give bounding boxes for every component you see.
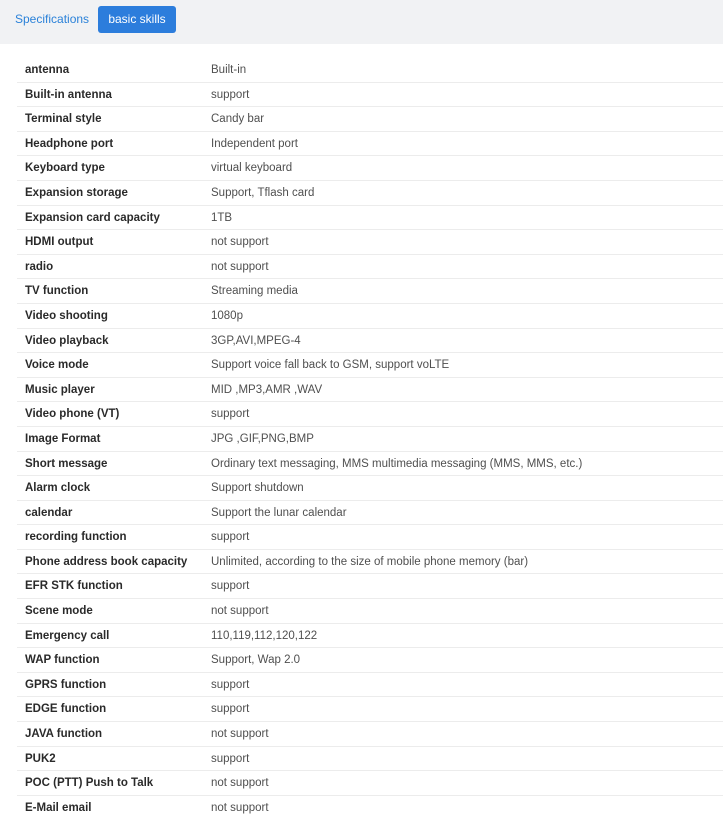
- spec-value: Support voice fall back to GSM, support voLTE: [211, 359, 450, 372]
- table-row: [17, 107, 723, 132]
- spec-value: Ordinary text messaging, MMS multimedia messaging (MMS, MMS, etc.): [211, 457, 583, 470]
- spec-key: Expansion storage: [25, 186, 128, 199]
- spec-key: Video phone (VT): [25, 408, 120, 421]
- spec-key: POC (PTT) Push to Talk: [25, 777, 154, 790]
- spec-value: MID ,MP3,AMR ,WAV: [211, 383, 323, 396]
- spec-key: Alarm clock: [25, 482, 91, 495]
- spec-key: Voice mode: [25, 359, 89, 372]
- spec-value: 1080p: [211, 309, 243, 322]
- spec-key: recording function: [25, 531, 127, 544]
- spec-value: support: [211, 703, 250, 716]
- table-row: [17, 796, 723, 820]
- spec-key: PUK2: [25, 752, 56, 765]
- table-row: [17, 722, 723, 747]
- spec-value: support: [211, 678, 250, 691]
- spec-value: support: [211, 408, 250, 421]
- table-row: [17, 279, 723, 304]
- table-row: [17, 648, 723, 673]
- spec-value: Streaming media: [211, 285, 298, 298]
- table-row: [17, 574, 723, 599]
- spec-value: not support: [211, 801, 269, 814]
- table-row: [17, 624, 723, 649]
- spec-value: JPG ,GIF,PNG,BMP: [211, 432, 314, 445]
- spec-value: 1TB: [211, 211, 233, 224]
- spec-value: virtual keyboard: [211, 162, 293, 175]
- spec-value: support: [211, 531, 250, 544]
- spec-value: Support shutdown: [211, 482, 304, 495]
- spec-key: Expansion card capacity: [25, 211, 160, 224]
- table-row: [17, 181, 723, 206]
- spec-table: [0, 58, 723, 820]
- spec-key: Video playback: [25, 334, 109, 347]
- tab-specifications[interactable]: Specifications: [15, 12, 90, 26]
- table-row: [17, 501, 723, 526]
- table-row: [17, 427, 723, 452]
- table-row: [17, 58, 723, 83]
- spec-value: support: [211, 580, 250, 593]
- spec-key: TV function: [25, 285, 89, 298]
- table-row: [17, 230, 723, 255]
- table-row: [17, 206, 723, 231]
- spec-value: not support: [211, 777, 269, 790]
- table-row: [17, 304, 723, 329]
- spec-value: not support: [211, 260, 269, 273]
- table-row: [17, 525, 723, 550]
- spec-key: Phone address book capacity: [25, 555, 188, 568]
- spec-key: HDMI output: [25, 236, 94, 249]
- table-row: [17, 378, 723, 403]
- spec-value: Independent port: [211, 137, 298, 150]
- spec-value: 3GP,AVI,MPEG-4: [211, 334, 301, 347]
- spec-key: Short message: [25, 457, 108, 470]
- spec-value: not support: [211, 236, 269, 249]
- table-row: [17, 771, 723, 796]
- spec-value: 110,119,112,120,122: [211, 629, 318, 642]
- table-row: [17, 255, 723, 280]
- table-row: [17, 402, 723, 427]
- spec-value: Support the lunar calendar: [211, 506, 347, 519]
- spec-key: Music player: [25, 383, 95, 396]
- tab-bar: [0, 0, 723, 44]
- spec-value: Unlimited, according to the size of mobile phone memory (bar): [211, 555, 529, 568]
- spec-key: Emergency call: [25, 629, 110, 642]
- spec-key: GPRS function: [25, 678, 107, 691]
- table-row: [17, 476, 723, 501]
- table-row: [17, 697, 723, 722]
- spec-value: not support: [211, 605, 269, 618]
- spec-value: Built-in: [211, 64, 247, 76]
- spec-key: Terminal style: [25, 113, 102, 126]
- spec-key: radio: [25, 260, 54, 273]
- table-row: [17, 550, 723, 575]
- spec-key: WAP function: [25, 654, 100, 667]
- spec-key: Headphone port: [25, 137, 114, 150]
- spec-value: support: [211, 88, 250, 101]
- table-row: [17, 132, 723, 157]
- spec-value: not support: [211, 728, 269, 741]
- spec-value: Candy bar: [211, 113, 265, 126]
- spec-key: Built-in antenna: [25, 88, 112, 101]
- spec-key: EDGE function: [25, 703, 107, 716]
- spec-value: Support, Wap 2.0: [211, 654, 301, 667]
- spec-key: Image Format: [25, 432, 101, 445]
- table-row: [17, 599, 723, 624]
- table-row: [17, 673, 723, 698]
- spec-key: Video shooting: [25, 309, 108, 322]
- spec-key: EFR STK function: [25, 580, 123, 593]
- spec-key: Keyboard type: [25, 162, 105, 175]
- table-row: [17, 329, 723, 354]
- spec-key: calendar: [25, 506, 73, 519]
- spec-key: JAVA function: [25, 728, 103, 741]
- table-row: [17, 83, 723, 108]
- spec-key: antenna: [25, 64, 70, 76]
- spec-value: support: [211, 752, 250, 765]
- table-row: [17, 156, 723, 181]
- spec-key: E-Mail email: [25, 801, 92, 814]
- table-row: [17, 353, 723, 378]
- table-row: [17, 747, 723, 772]
- tab-basic-skills[interactable]: basic skills: [98, 6, 176, 33]
- spec-value: Support, Tflash card: [211, 186, 315, 199]
- spec-key: Scene mode: [25, 605, 93, 618]
- table-row: [17, 452, 723, 477]
